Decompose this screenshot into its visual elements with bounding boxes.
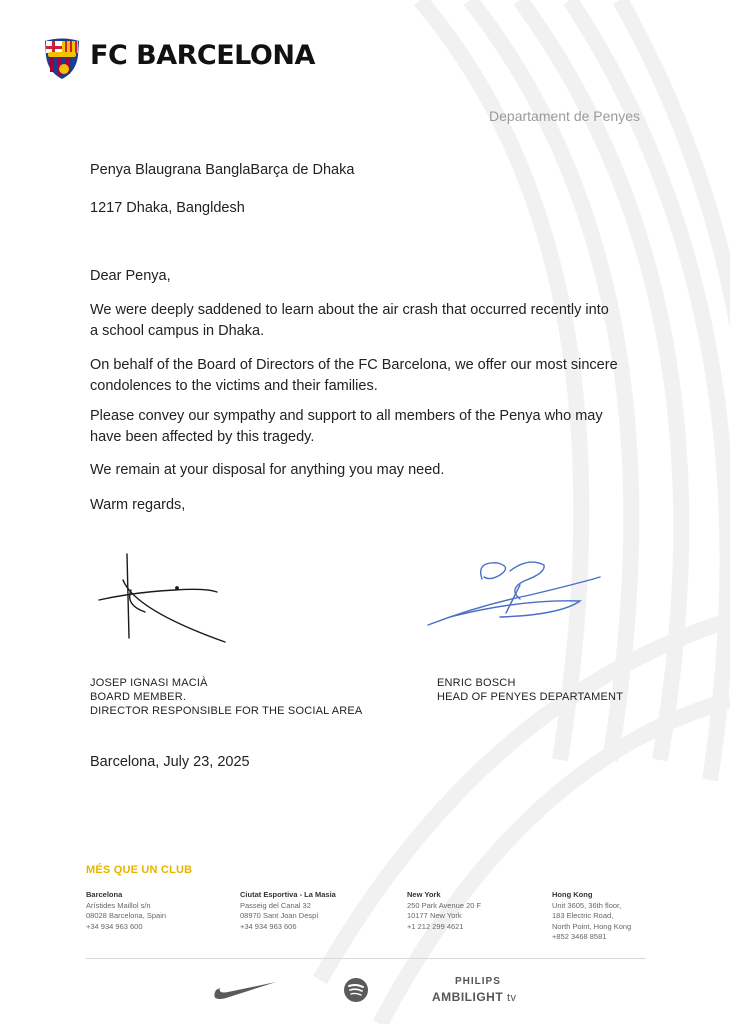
signatory-2 (437, 676, 623, 704)
signature-2 (420, 555, 620, 635)
paragraph-2: On behalf of the Board of Directors of the FC Barcelona, we offer our most sincere condolences to the victims and their families. (90, 357, 618, 394)
office-name: Hong Kong (552, 890, 593, 899)
office-line: 10177 New York (407, 911, 462, 920)
club-motto: MÉS QUE UN CLUB (86, 864, 193, 876)
office-la-masia (240, 890, 336, 932)
office-hong-kong (552, 890, 631, 943)
office-line: +852 3468 8581 (552, 932, 607, 941)
ambilight-tv-text: tv (507, 992, 517, 1004)
signatory-2-title-1: HEAD OF PENYES DEPARTAMENT (437, 691, 624, 703)
paragraph-1: We were deeply saddened to learn about the air crash that occurred recently into a school campus in Dhaka. (90, 302, 609, 339)
office-name: New York (407, 890, 441, 899)
office-line: 08970 Sant Joan Despí (240, 911, 319, 920)
nike-swoosh-icon (212, 978, 278, 1002)
recipient-name: Penya Blaugrana BanglaBarça de Dhaka (90, 162, 355, 178)
office-line: 08028 Barcelona, Spain (86, 911, 167, 920)
paragraph-4: We remain at your disposal for anything you may need. (90, 462, 445, 478)
signatory-1 (90, 676, 362, 718)
closing: Warm regards, (90, 497, 186, 513)
office-new-york (407, 890, 481, 932)
signature-1 (95, 550, 235, 650)
place-date: Barcelona, July 23, 2025 (90, 754, 250, 770)
department-name: Departament de Penyes (489, 108, 640, 124)
ambilight-text: AMBILIGHT (432, 990, 504, 1004)
office-line: +1 212 299 4621 (407, 921, 464, 931)
office-line: +34 934 963 600 (86, 921, 143, 931)
signatory-1-title-1: BOARD MEMBER. (90, 691, 187, 703)
office-line: Arístides Maillol s/n (86, 900, 151, 910)
office-line: 250 Park Avenue 20 F (407, 900, 482, 910)
fc-barcelona-crest-icon (42, 36, 82, 80)
philips-logo: PHILIPS (455, 976, 501, 987)
salutation: Dear Penya, (90, 268, 171, 284)
recipient-address: 1217 Dhaka, Bangldesh (90, 200, 245, 216)
office-barcelona (86, 890, 166, 932)
office-line: Unit 3605, 36th floor, (552, 900, 622, 910)
office-name: Barcelona (86, 890, 123, 899)
footer-divider (86, 958, 646, 959)
paragraph-3: Please convey our sympathy and support to all members of the Penya who may have been affected by this tragedy. (90, 408, 603, 445)
office-line: 183 Electric Road, (552, 911, 614, 920)
signatory-2-name: ENRIC BOSCH (437, 677, 516, 689)
office-line: +34 934 963 606 (240, 921, 297, 931)
signatory-1-name: JOSEP IGNASI MACIÀ (90, 677, 208, 689)
office-line: North Point, Hong Kong (552, 921, 632, 931)
signatory-1-title-2: DIRECTOR RESPONSIBLE FOR THE SOCIAL AREA (90, 705, 363, 717)
ambilight-logo (432, 990, 517, 1004)
office-line: Passeig del Canal 32 (240, 900, 311, 910)
spotify-icon (343, 977, 369, 1003)
brand-name: FC BARCELONA (90, 40, 315, 71)
office-name: Ciutat Esportiva - La Masia (240, 890, 336, 899)
